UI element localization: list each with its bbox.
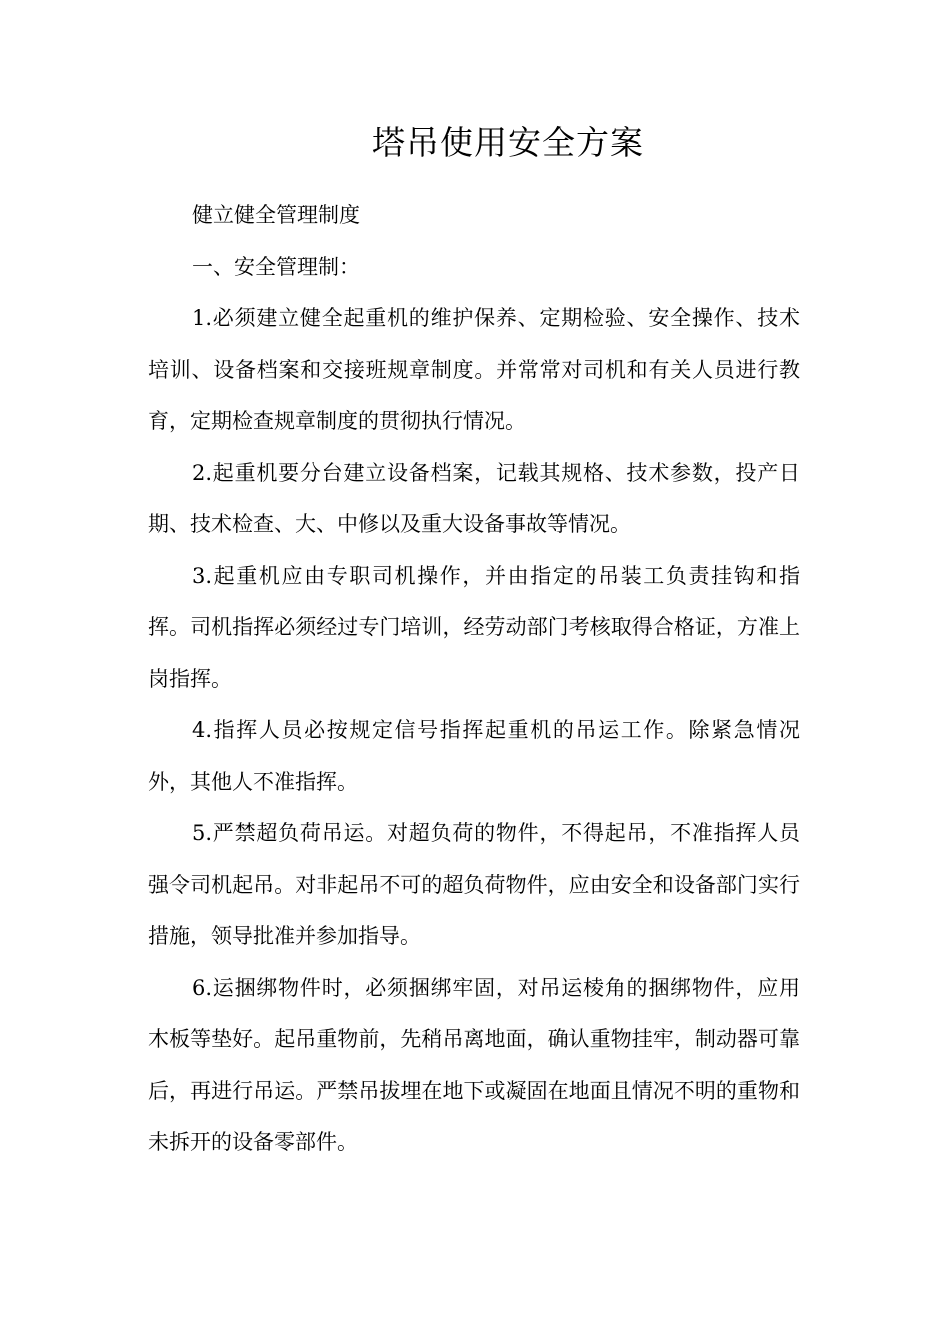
section-heading: 健立健全管理制度 xyxy=(192,203,360,227)
subsection-heading: 一、安全管理制： xyxy=(192,254,360,279)
rule-paragraph-1: 1.必须建立健全起重机的维护保养、定期检验、安全操作、技术培训、设备档案和交接班规章制度。并常常对司机和有关人员进行教育，定期检查规章制度的贯彻执行情况。 xyxy=(148,306,800,433)
document-title: 塔吊使用安全方案 xyxy=(372,123,644,162)
rule-paragraph-2: 2.起重机要分台建立设备档案，记载其规格、技术参数，投产日期、技术检查、大、中修以及重大设备事故等情况。 xyxy=(148,460,800,536)
rule-paragraph-3: 3.起重机应由专职司机操作，并由指定的吊装工负责挂钩和指挥。司机指挥必须经过专门培训，经劳动部门考核取得合格证，方准上岗指挥。 xyxy=(148,563,800,691)
rule-paragraph-5: 5.严禁超负荷吊运。对超负荷的物件，不得起吊，不准指挥人员强令司机起吊。对非起吊不可的超负荷物件，应由安全和设备部门实行措施，领导批准并参加指导。 xyxy=(148,821,800,948)
document-body xyxy=(148,190,800,1169)
rule-paragraph-4: 4.指挥人员必按规定信号指挥起重机的吊运工作。除紧急情况外，其他人不准指挥。 xyxy=(148,718,800,794)
rule-paragraph-6: 6.运捆绑物件时，必须捆绑牢固，对吊运棱角的捆绑物件，应用木板等垫好。起吊重物前，先稍吊离地面，确认重物挂牢，制动器可靠后，再进行吊运。严禁吊拔埋在地下或凝固在地面且情况不明的重物和未拆开的设备零部件。 xyxy=(148,975,800,1154)
